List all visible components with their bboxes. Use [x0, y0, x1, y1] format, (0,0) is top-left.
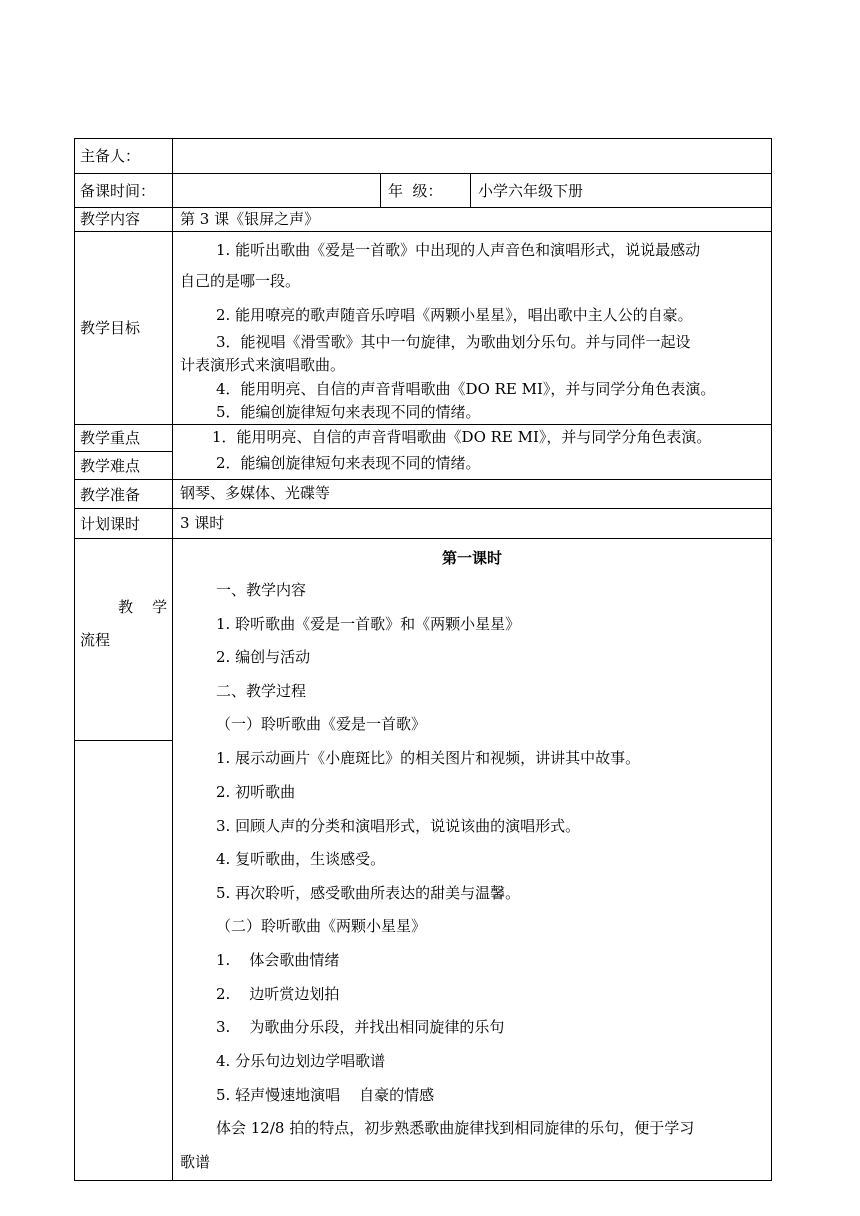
grade-label: 年 级：	[388, 182, 443, 200]
table-row-divider	[74, 508, 772, 509]
table-border-bottom	[74, 1180, 772, 1181]
process-line: 歌谱	[180, 1153, 211, 1171]
planned-hours-label: 计划课时	[80, 515, 141, 533]
grade-value: 小学六年级下册	[478, 182, 584, 200]
process-line: 1. 体会歌曲情绪	[216, 951, 340, 969]
difficulties-label: 教学难点	[80, 457, 141, 475]
table-border-left	[74, 138, 75, 1181]
process-title: 第一课时	[441, 549, 502, 567]
process-line: 2. 边听赏边划拍	[216, 985, 340, 1003]
process-line: 5. 轻声慢速地演唱 自豪的情感	[216, 1086, 435, 1104]
table-border-right	[771, 138, 772, 1181]
table-row-divider-left	[74, 740, 172, 741]
process-label-line2: 流程	[80, 631, 111, 649]
process-label-line1: 教 学	[118, 598, 168, 616]
process-line: 2. 初听歌曲	[216, 783, 296, 801]
process-line: 1. 聆听歌曲《爱是一首歌》和《两颗小星星》	[216, 615, 521, 633]
key-points-label: 教学重点	[80, 429, 141, 447]
process-line: 4. 复听歌曲，生谈感受。	[216, 850, 386, 868]
content-value: 第 3 课《银屏之声》	[180, 210, 320, 228]
planned-hours-value: 3 课时	[180, 514, 225, 532]
objective-line: 3．能视唱《滑雪歌》其中一句旋律，为歌曲划分乐句。并与同伴一起设	[216, 333, 691, 351]
objective-line: 计表演形式来演唱歌曲。	[180, 356, 346, 374]
key-points-value: 1．能用明亮、自信的声音背唱歌曲《DO RE MI》，并与同学分角色表演。	[212, 428, 712, 446]
process-line: 2. 编创与活动	[216, 648, 311, 666]
process-line: 3. 回顾人声的分类和演唱形式，说说该曲的演唱形式。	[216, 817, 581, 835]
process-line: 体会 12/8 拍的特点，初步熟悉歌曲旋律找到相同旋律的乐句，便于学习	[216, 1119, 695, 1137]
objectives-label: 教学目标	[80, 319, 141, 337]
objective-line: 5．能编创旋律短句来表现不同的情绪。	[216, 403, 481, 421]
process-line: 3. 为歌曲分乐段，并找出相同旋律的乐句	[216, 1018, 505, 1036]
table-column-divider	[172, 138, 173, 1181]
table-column-divider	[470, 173, 471, 207]
table-row-divider-left	[74, 451, 172, 452]
process-line: 1. 展示动画片《小鹿斑比》的相关图片和视频，讲讲其中故事。	[216, 749, 641, 767]
process-line: 5. 再次聆听，感受歌曲所表达的甜美与温馨。	[216, 884, 521, 902]
table-row-divider	[74, 424, 772, 425]
process-line: （一）聆听歌曲《爱是一首歌》	[216, 715, 427, 733]
table-row-divider	[74, 538, 772, 539]
preparation-label: 教学准备	[80, 486, 141, 504]
process-line: 二、教学过程	[216, 682, 307, 700]
prep-time-label: 备课时间：	[80, 182, 156, 200]
preparation-value: 钢琴、多媒体、光碟等	[180, 484, 331, 502]
table-row-divider	[74, 173, 772, 174]
content-label: 教学内容	[80, 210, 141, 228]
table-row-divider	[74, 231, 772, 232]
process-line: （二）聆听歌曲《两颗小星星》	[216, 917, 427, 935]
table-row-divider	[74, 207, 772, 208]
objective-line: 1. 能听出歌曲《爱是一首歌》中出现的人声音色和演唱形式，说说最感动	[216, 241, 701, 259]
objective-line: 自己的是哪一段。	[180, 272, 301, 290]
objective-line: 4．能用明亮、自信的声音背唱歌曲《DO RE MI》，并与同学分角色表演。	[216, 380, 716, 398]
difficulties-value: 2．能编创旋律短句来表现不同的情绪。	[216, 454, 481, 472]
table-row-divider	[74, 479, 772, 480]
table-border-top	[74, 138, 772, 139]
process-line: 4. 分乐句边划边学唱歌谱	[216, 1052, 386, 1070]
preparer-label: 主备人：	[80, 147, 141, 165]
process-line: 一、教学内容	[216, 581, 307, 599]
table-column-divider	[380, 173, 381, 207]
objective-line: 2. 能用嘹亮的歌声随音乐哼唱《两颗小星星》，唱出歌中主人公的自豪。	[216, 306, 693, 324]
